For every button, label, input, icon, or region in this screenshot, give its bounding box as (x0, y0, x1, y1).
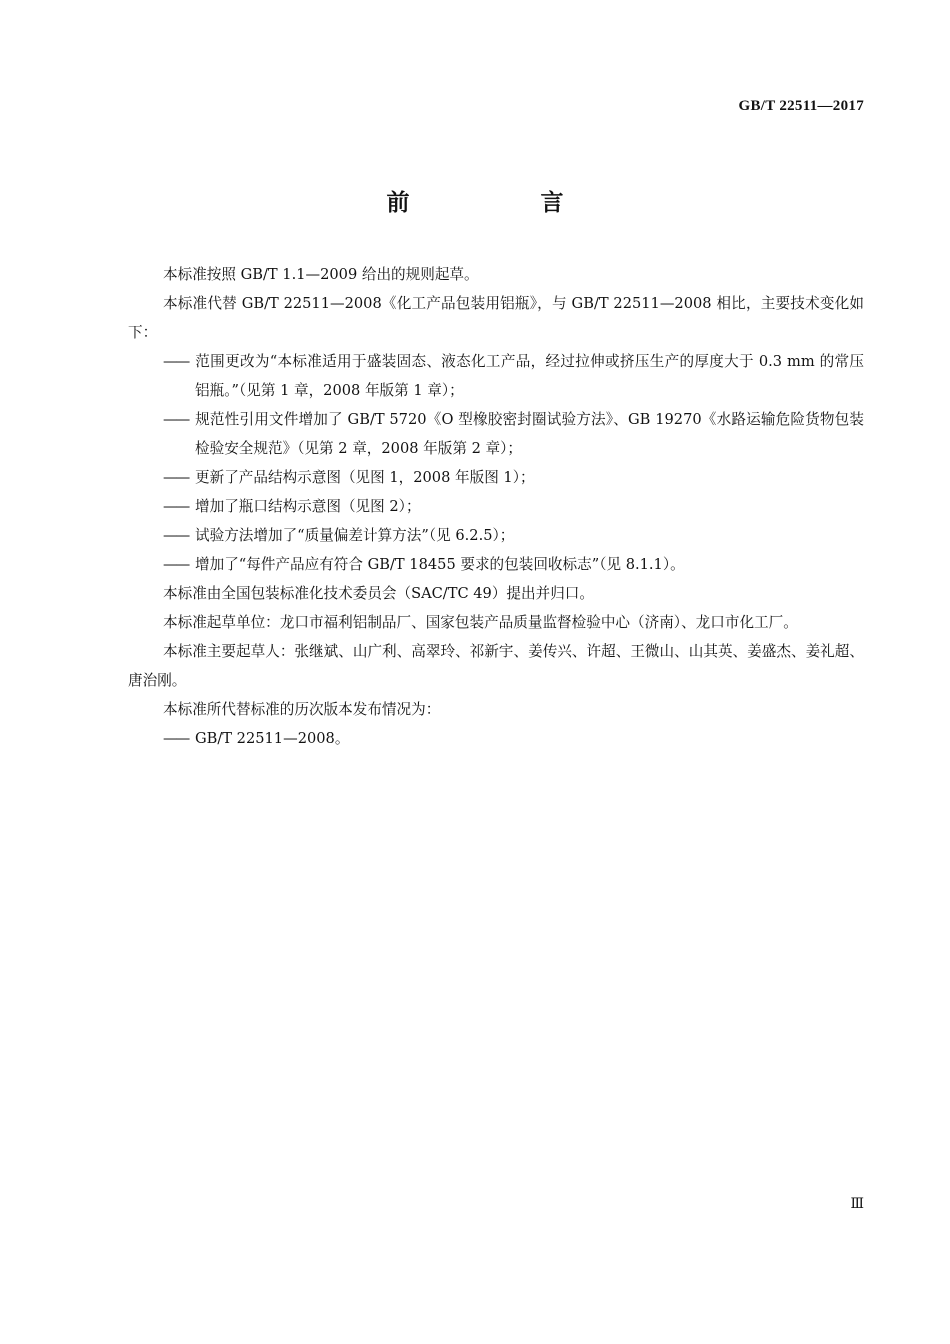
paragraph-proposer: 本标准由全国包装标准化技术委员会（SAC/TC 49）提出并归口。 (163, 585, 594, 602)
list-item (128, 550, 864, 579)
dash-marker: —— (163, 353, 189, 370)
list-item-text: 增加了瓶口结构示意图（见图 2）； (195, 498, 421, 515)
paragraph-replacement: 本标准代替 GB/T 22511—2008《化工产品包装用铝瓶》，与 GB/T 22511—2008 相比，主要技术变化如下： (128, 295, 864, 341)
dash-marker: —— (163, 527, 189, 544)
dash-marker: —— (163, 498, 189, 515)
history-item (128, 724, 864, 753)
paragraph-drafting-rules: 本标准按照 GB/T 1.1—2009 给出的规则起草。 (163, 266, 479, 283)
list-item-text: 更新了产品结构示意图（见图 1，2008 年版图 1）； (195, 469, 535, 486)
dash-marker: —— (163, 730, 189, 747)
list-item (128, 347, 864, 405)
standard-number: GB/T 22511—2017 (738, 98, 864, 114)
list-item-text: 范围更改为“本标准适用于盛装固态、液态化工产品，经过拉伸或挤压生产的厚度大于 0.3 mm 的常压铝瓶。”（见第 1 章，2008 年版第 1 章）； (195, 353, 864, 399)
list-item-text: 增加了“每件产品应有符合 GB/T 18455 要求的包装回收标志”（见 8.1.1）。 (195, 556, 685, 573)
dash-marker: —— (163, 411, 189, 428)
foreword-body (128, 260, 864, 753)
list-item-text: 规范性引用文件增加了 GB/T 5720《O 型橡胶密封圈试验方法》、GB 19270《水路运输危险货物包装检验安全规范》（见第 2 章，2008 年版第 2 章）； (195, 411, 864, 457)
paragraph-history: 本标准所代替标准的历次版本发布情况为： (163, 701, 441, 718)
list-item (128, 463, 864, 492)
paragraph-drafters: 本标准主要起草人：张继斌、山广利、高翠玲、祁新宇、姜传兴、许超、王微山、山其英、姜盛杰、姜礼超、唐治刚。 (128, 643, 864, 689)
page-title: 前 言 (386, 190, 618, 216)
list-item (128, 492, 864, 521)
paragraph-drafting-units: 本标准起草单位：龙口市福利铝制品厂、国家包装产品质量监督检验中心（济南）、龙口市化工厂。 (163, 614, 798, 631)
list-item (128, 405, 864, 463)
dash-marker: —— (163, 556, 189, 573)
list-item-text: 试验方法增加了“质量偏差计算方法”（见 6.2.5）； (195, 527, 515, 544)
dash-marker: —— (163, 469, 189, 486)
history-item-text: GB/T 22511—2008。 (195, 730, 350, 747)
page-number: Ⅲ (850, 1197, 864, 1212)
list-item (128, 521, 864, 550)
